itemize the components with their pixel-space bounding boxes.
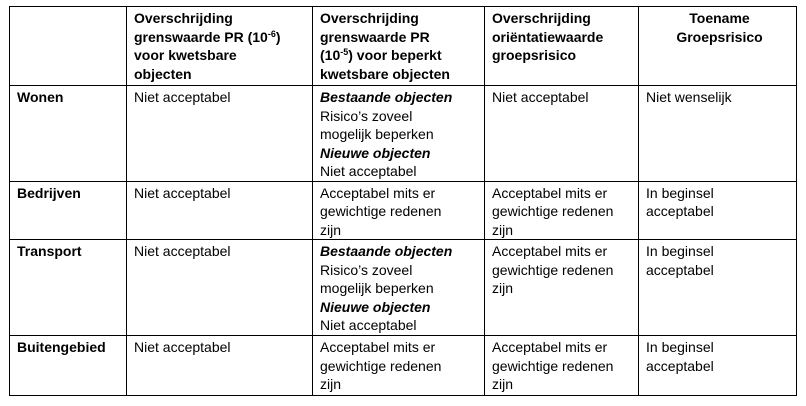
- table-row: [10, 86, 797, 182]
- cell-text: In beginsel: [646, 243, 714, 259]
- header-text: Toename: [689, 10, 750, 26]
- cell-text: gewichtige redenen: [492, 203, 614, 219]
- cell-text: zijn: [320, 221, 342, 238]
- table-cell: [485, 336, 639, 396]
- header-text: objecten: [134, 65, 192, 82]
- table-cell: [313, 240, 485, 336]
- cell-text: In beginsel: [646, 184, 714, 201]
- cell-text: Niet acceptabel: [320, 317, 417, 333]
- cell-text: Acceptabel mits er: [492, 184, 608, 201]
- table-cell: Niet acceptabel: [127, 181, 313, 240]
- table-cell: Niet wenselijk: [639, 86, 797, 182]
- table-cell: Niet acceptabel: [127, 86, 313, 182]
- cell-text: gewichtige redenen: [492, 357, 614, 374]
- cell-text: Risico’s zoveel: [320, 107, 413, 124]
- cell-text: Acceptabel mits er: [320, 184, 436, 201]
- cell-text: gewichtige redenen: [320, 357, 442, 374]
- cell-text: In beginsel: [646, 339, 714, 355]
- cell-text: Acceptabel mits er: [492, 339, 608, 355]
- cell-text: Niet acceptabel: [320, 163, 417, 179]
- header-text: (10: [320, 47, 341, 63]
- corner-cell: [10, 7, 127, 86]
- subheading: Nieuwe objecten: [320, 298, 431, 315]
- table-row: [10, 181, 797, 240]
- cell-text: Acceptabel mits er: [492, 243, 608, 259]
- subheading: Bestaande objecten: [320, 243, 453, 259]
- header-groepsrisico: [485, 7, 639, 86]
- risk-table: [9, 6, 797, 396]
- header-text: grenswaarde PR: [320, 28, 430, 45]
- row-label: Transport: [10, 240, 127, 336]
- header-text: ): [275, 28, 281, 45]
- header-text: Groepsrisico: [676, 28, 763, 45]
- cell-text: zijn: [492, 221, 514, 238]
- header-text: voor kwetsbare: [134, 47, 237, 63]
- header-text: grenswaarde PR (10: [134, 28, 268, 45]
- cell-text: zijn: [320, 376, 342, 392]
- cell-text: mogelijk beperken: [320, 126, 434, 142]
- header-row: [10, 7, 797, 86]
- table-row: [10, 240, 797, 336]
- header-text: Overschrijding: [134, 10, 233, 26]
- cell-text: zijn: [492, 376, 514, 392]
- header-text: oriëntatiewaarde: [492, 28, 604, 45]
- cell-text: acceptabel: [646, 357, 714, 374]
- table-cell: [313, 181, 485, 240]
- table-cell: [639, 181, 797, 240]
- cell-text: zijn: [492, 280, 514, 296]
- cell-text: mogelijk beperken: [320, 280, 434, 296]
- row-label: Bedrijven: [10, 181, 127, 240]
- table-cell: [639, 240, 797, 336]
- header-text: groepsrisico: [492, 47, 577, 63]
- subheading: Nieuwe objecten: [320, 144, 431, 161]
- table-cell: [485, 240, 639, 336]
- subheading: Bestaande objecten: [320, 89, 453, 105]
- table-cell: [485, 181, 639, 240]
- header-pr-beperkt: [313, 7, 485, 86]
- cell-text: acceptabel: [646, 203, 714, 219]
- superscript: -6: [267, 28, 276, 39]
- header-text: kwetsbare objecten: [320, 65, 450, 82]
- cell-text: Risico’s zoveel: [320, 261, 413, 278]
- header-text: Overschrijding: [492, 10, 591, 26]
- row-label: Wonen: [10, 86, 127, 182]
- header-text: ) voor beperkt: [348, 47, 442, 63]
- cell-text: gewichtige redenen: [492, 261, 614, 278]
- table-cell: Niet acceptabel: [127, 336, 313, 396]
- row-label: Buitengebied: [10, 336, 127, 396]
- cell-text: Acceptabel mits er: [320, 339, 436, 355]
- cell-text: gewichtige redenen: [320, 203, 442, 219]
- table-row: [10, 336, 797, 396]
- header-pr-kwetsbaar: [127, 7, 313, 86]
- table-cell: Niet acceptabel: [485, 86, 639, 182]
- table-cell: [639, 336, 797, 396]
- superscript: -5: [340, 47, 349, 57]
- header-text: Overschrijding: [320, 10, 419, 26]
- table-cell: [313, 86, 485, 182]
- table-cell: Niet acceptabel: [127, 240, 313, 336]
- table-cell: [313, 336, 485, 396]
- cell-text: acceptabel: [646, 261, 714, 278]
- header-toename: [639, 7, 797, 86]
